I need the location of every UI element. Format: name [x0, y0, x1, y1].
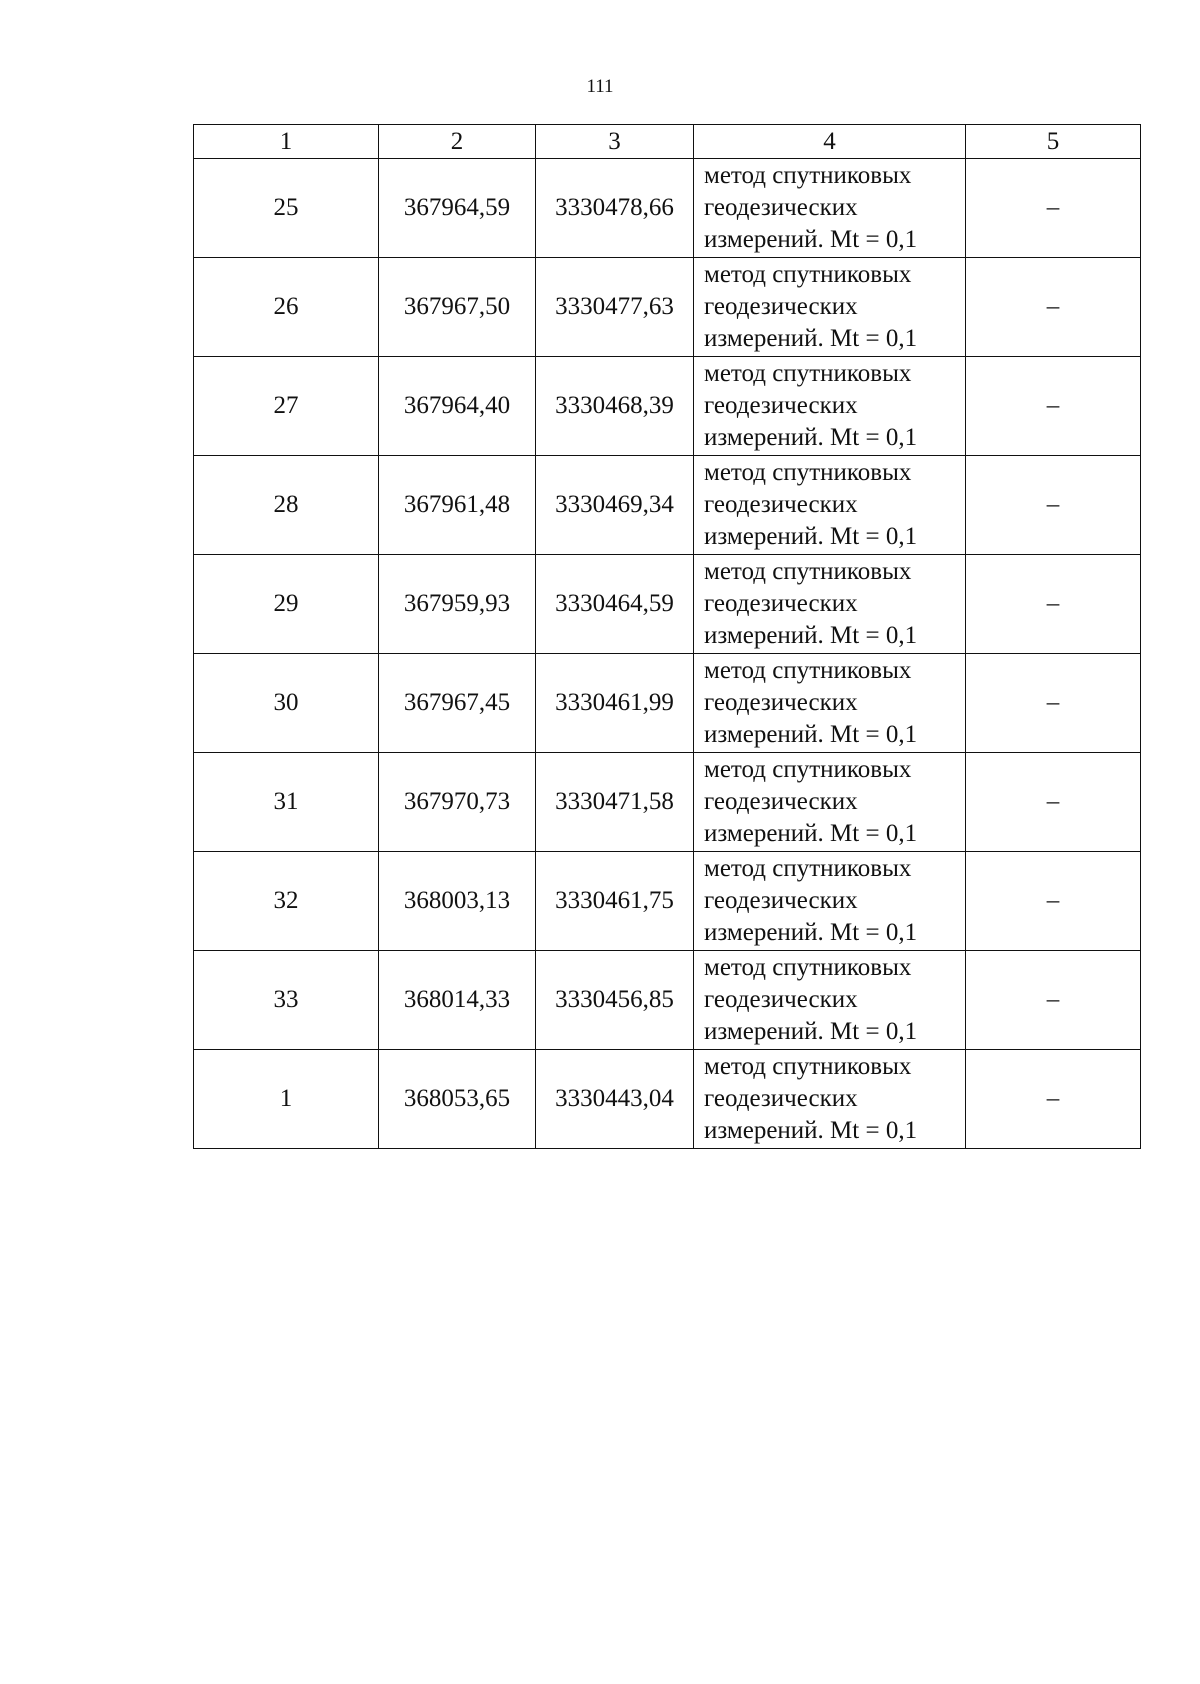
x-coordinate-cell: 367964,59 — [379, 159, 536, 258]
y-coordinate-cell: 3330443,04 — [536, 1050, 694, 1149]
method-line: измерений. Mt = 0,1 — [704, 226, 918, 253]
method-cell — [694, 654, 966, 753]
x-coordinate-cell: 367959,93 — [379, 555, 536, 654]
y-coordinate-cell: 3330461,75 — [536, 852, 694, 951]
note-cell: – — [966, 555, 1141, 654]
y-coordinate-cell: 3330477,63 — [536, 258, 694, 357]
point-number-cell: 33 — [194, 951, 379, 1050]
method-line: метод спутниковых — [704, 954, 912, 981]
note-cell: – — [966, 159, 1141, 258]
method-line: измерений. Mt = 0,1 — [704, 1018, 918, 1045]
x-coordinate-cell: 367961,48 — [379, 456, 536, 555]
method-cell — [694, 258, 966, 357]
method-line: геодезических — [704, 194, 858, 221]
y-coordinate-cell: 3330471,58 — [536, 753, 694, 852]
header-row — [194, 125, 1141, 159]
method-cell — [694, 1050, 966, 1149]
method-cell — [694, 951, 966, 1050]
point-number-cell: 29 — [194, 555, 379, 654]
method-line: геодезических — [704, 689, 858, 716]
note-cell: – — [966, 753, 1141, 852]
x-coordinate-cell: 367970,73 — [379, 753, 536, 852]
x-coordinate-cell: 367967,45 — [379, 654, 536, 753]
method-line: измерений. Mt = 0,1 — [704, 622, 918, 649]
point-number-cell: 28 — [194, 456, 379, 555]
method-line: измерений. Mt = 0,1 — [704, 1117, 918, 1144]
note-cell: – — [966, 654, 1141, 753]
point-number-cell: 31 — [194, 753, 379, 852]
method-line: измерений. Mt = 0,1 — [704, 325, 918, 352]
method-line: геодезических — [704, 590, 858, 617]
method-cell — [694, 753, 966, 852]
method-line: геодезических — [704, 392, 858, 419]
method-line: измерений. Mt = 0,1 — [704, 919, 918, 946]
table-header — [194, 125, 1141, 159]
method-line: геодезических — [704, 788, 858, 815]
y-coordinate-cell: 3330469,34 — [536, 456, 694, 555]
table-row — [194, 1050, 1141, 1149]
table-row — [194, 852, 1141, 951]
point-number-cell: 30 — [194, 654, 379, 753]
y-coordinate-cell: 3330478,66 — [536, 159, 694, 258]
column-header-1: 1 — [194, 125, 379, 159]
method-cell — [694, 159, 966, 258]
point-number-cell: 32 — [194, 852, 379, 951]
column-header-3: 3 — [536, 125, 694, 159]
y-coordinate-cell: 3330456,85 — [536, 951, 694, 1050]
method-line: метод спутниковых — [704, 657, 912, 684]
method-cell — [694, 357, 966, 456]
x-coordinate-cell: 368014,33 — [379, 951, 536, 1050]
point-number-cell: 1 — [194, 1050, 379, 1149]
x-coordinate-cell: 368003,13 — [379, 852, 536, 951]
table-row — [194, 357, 1141, 456]
column-header-4: 4 — [694, 125, 966, 159]
x-coordinate-cell: 367967,50 — [379, 258, 536, 357]
column-header-5: 5 — [966, 125, 1141, 159]
y-coordinate-cell: 3330468,39 — [536, 357, 694, 456]
method-line: метод спутниковых — [704, 459, 912, 486]
point-number-cell: 27 — [194, 357, 379, 456]
method-line: геодезических — [704, 293, 858, 320]
table-row — [194, 951, 1141, 1050]
table-body — [194, 159, 1141, 1149]
method-line: измерений. Mt = 0,1 — [704, 721, 918, 748]
y-coordinate-cell: 3330461,99 — [536, 654, 694, 753]
note-cell: – — [966, 951, 1141, 1050]
point-number-cell: 25 — [194, 159, 379, 258]
method-cell — [694, 456, 966, 555]
method-line: измерений. Mt = 0,1 — [704, 523, 918, 550]
table-row — [194, 258, 1141, 357]
method-line: измерений. Mt = 0,1 — [704, 424, 918, 451]
x-coordinate-cell: 368053,65 — [379, 1050, 536, 1149]
column-header-2: 2 — [379, 125, 536, 159]
table-row — [194, 654, 1141, 753]
note-cell: – — [966, 1050, 1141, 1149]
table-row — [194, 456, 1141, 555]
method-cell — [694, 852, 966, 951]
x-coordinate-cell: 367964,40 — [379, 357, 536, 456]
method-line: метод спутниковых — [704, 261, 912, 288]
method-line: геодезических — [704, 986, 858, 1013]
point-number-cell: 26 — [194, 258, 379, 357]
table-row — [194, 159, 1141, 258]
coordinates-table — [193, 124, 1141, 1149]
method-line: метод спутниковых — [704, 855, 912, 882]
method-line: геодезических — [704, 491, 858, 518]
page-number: 111 — [586, 76, 614, 97]
method-line: метод спутниковых — [704, 1053, 912, 1080]
method-line: метод спутниковых — [704, 360, 912, 387]
method-line: геодезических — [704, 1085, 858, 1112]
note-cell: – — [966, 357, 1141, 456]
note-cell: – — [966, 258, 1141, 357]
note-cell: – — [966, 852, 1141, 951]
method-line: геодезических — [704, 887, 858, 914]
method-line: метод спутниковых — [704, 558, 912, 585]
note-cell: – — [966, 456, 1141, 555]
method-cell — [694, 555, 966, 654]
table-row — [194, 555, 1141, 654]
y-coordinate-cell: 3330464,59 — [536, 555, 694, 654]
table-row — [194, 753, 1141, 852]
method-line: метод спутниковых — [704, 756, 912, 783]
method-line: метод спутниковых — [704, 162, 912, 189]
method-line: измерений. Mt = 0,1 — [704, 820, 918, 847]
